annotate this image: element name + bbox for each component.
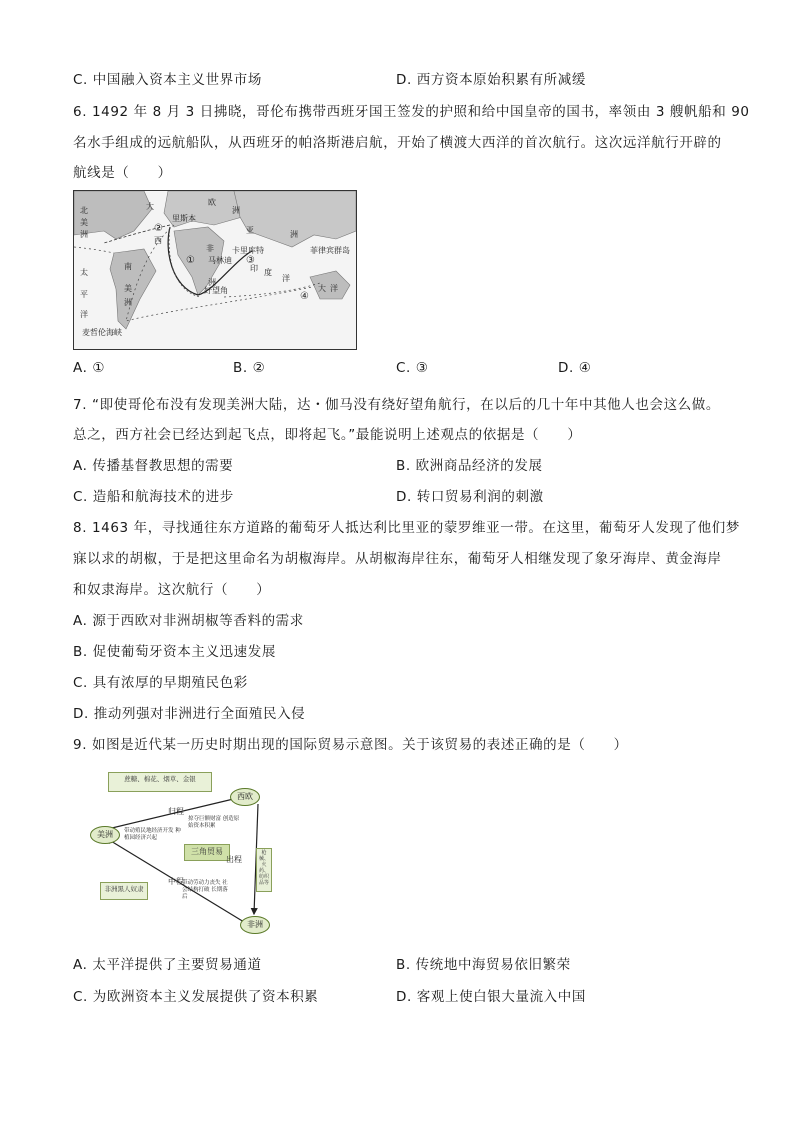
note-labor-loss: 带动劳动力丧失 社会结构打破 长期落后 [182,880,228,900]
map-label-europe-ou: 欧 [208,198,216,207]
goods-to-africa-box: 枪械、火药、纺织品等 [256,848,272,892]
outbound-leg-label: 出程 [226,855,242,864]
map-label-pacific-yang: 洋 [80,310,88,319]
q9-option-d: D. 客观上使白银大量流入中国 [396,989,586,1005]
note-plantation: 带动殖民地经济开发 种植园经济兴起 [124,828,181,841]
q5-option-d: D. 西方资本原始积累有所减缓 [396,72,586,88]
map-label-malindi: 马林迪 [208,256,232,265]
map-label-indian-yin: 印 [250,264,258,273]
map-label-cape: 好望角 [204,286,228,295]
note-wealth: 掠夺巨额财富 创造原始资本积累 [188,816,240,829]
q9-option-c: C. 为欧洲资本主义发展提供了资本积累 [73,989,319,1005]
q6-option-a: A. ① [73,360,106,376]
europe-node: 西欧 [230,788,260,806]
map-label-da: 大 [146,202,154,211]
map-route-3-marker: ③ [246,255,255,266]
map-label-xi: 西 [154,236,162,245]
map-label-lisbon: 里斯本 [172,214,196,223]
q7-stem-line2: 总之，西方社会已经达到起飞点，即将起飞。”最能说明上述观点的依据是（ ） [73,427,582,443]
q7-option-c: C. 造船和航海技术的进步 [73,489,234,505]
middle-passage-label: 中程 [168,877,184,886]
triangular-trade-label: 三角贸易 [184,844,230,861]
q9-option-b: B. 传统地中海贸易依旧繁荣 [396,957,571,973]
q6-stem-line2: 名水手组成的远航船队，从西班牙的帕洛斯港启航，开始了横渡大西洋的首次航行。这次远洋航行开辟的 [73,135,722,151]
map-label-pacific-tai: 太 [80,268,88,277]
q8-option-b: B. 促使葡萄牙资本主义迅速发展 [73,644,276,660]
map-label-africa-zhou: 洲 [208,278,216,287]
q8-stem-line3: 和奴隶海岸。这次航行（ ） [73,582,271,598]
triangular-trade-diagram [86,768,268,938]
q9-option-a: A. 太平洋提供了主要贸易通道 [73,957,262,973]
map-label-south-america-zhou: 洲 [124,298,132,307]
map-route-4-marker: ④ [300,291,309,302]
q7-option-d: D. 转口贸易利润的刺激 [396,489,544,505]
slaves-box: 非洲黑人奴隶 [100,882,148,900]
america-node: 美洲 [90,826,120,844]
map-route-2-marker: ② [154,223,163,234]
trade-goods-box [108,772,212,792]
route-map [73,190,357,350]
q8-stem-line2: 寐以求的胡椒，于是把这里命名为胡椒海岸。从胡椒海岸往东，葡萄牙人相继发现了象牙海岸、黄金海岸 [73,551,722,567]
q6-stem-line3: 航线是（ ） [73,165,172,181]
map-label-oceania-yang: 洋 [330,284,338,293]
map-label-north-america-mei: 美 [80,218,88,227]
map-label-asia-zhou: 洲 [290,230,298,239]
map-label-calicut: 卡里库特 [232,246,264,255]
q5-option-c: C. 中国融入资本主义世界市场 [73,72,263,88]
map-label-oceania-da: 大 [318,284,326,293]
map-label-asia-ya: 亚 [246,226,254,235]
map-label-europe-zhou: 洲 [232,206,240,215]
q8-option-d: D. 推动列强对非洲进行全面殖民入侵 [73,706,306,722]
map-label-philippines: 菲律宾群岛 [310,246,350,255]
map-route-1-marker: ① [186,255,195,266]
q6-option-d: D. ④ [558,360,592,376]
map-label-magellan-strait: 麦哲伦海峡 [82,328,122,337]
map-label-north: 北 [80,206,88,215]
map-label-north-america-zhou: 洲 [80,230,88,239]
map-label-indian-du: 度 [264,268,272,277]
map-label-africa-fei: 非 [206,244,214,253]
q8-option-a: A. 源于西欧对非洲胡椒等香料的需求 [73,613,304,629]
q8-option-c: C. 具有浓厚的早期殖民色彩 [73,675,248,691]
route-map-graphic [74,191,356,349]
q6-option-c: C. ③ [396,360,429,376]
q7-stem-line1: 7. “即使哥伦布没有发现美洲大陆，达・伽马没有绕好望角航行，在以后的几十年中其他人也会这么做。 [73,397,720,413]
africa-node: 非洲 [240,916,270,934]
map-label-south-america-mei: 美 [124,284,132,293]
map-label-pacific-ping: 平 [80,290,88,299]
return-leg-label: 归程 [168,807,184,816]
map-label-south-america-nan: 南 [124,262,132,271]
trade-goods-text: 蔗糖、棉花、烟草、金银 [124,775,196,783]
q8-stem-line1: 8. 1463 年，寻找通往东方道路的葡萄牙人抵达利比里亚的蒙罗维亚一带。在这里，葡萄牙人发现了他们梦 [73,520,740,536]
q6-option-b: B. ② [233,360,266,376]
q9-stem-line1: 9. 如图是近代某一历史时期出现的国际贸易示意图。关于该贸易的表述正确的是（ ） [73,737,628,753]
q7-option-b: B. 欧洲商品经济的发展 [396,458,543,474]
q7-option-a: A. 传播基督教思想的需要 [73,458,234,474]
map-label-indian-yang: 洋 [282,274,290,283]
q6-stem-line1: 6. 1492 年 8 月 3 日拂晓，哥伦布携带西班牙国王签发的护照和给中国皇帝的国书，率领由 3 艘帆船和 90 [73,104,750,120]
